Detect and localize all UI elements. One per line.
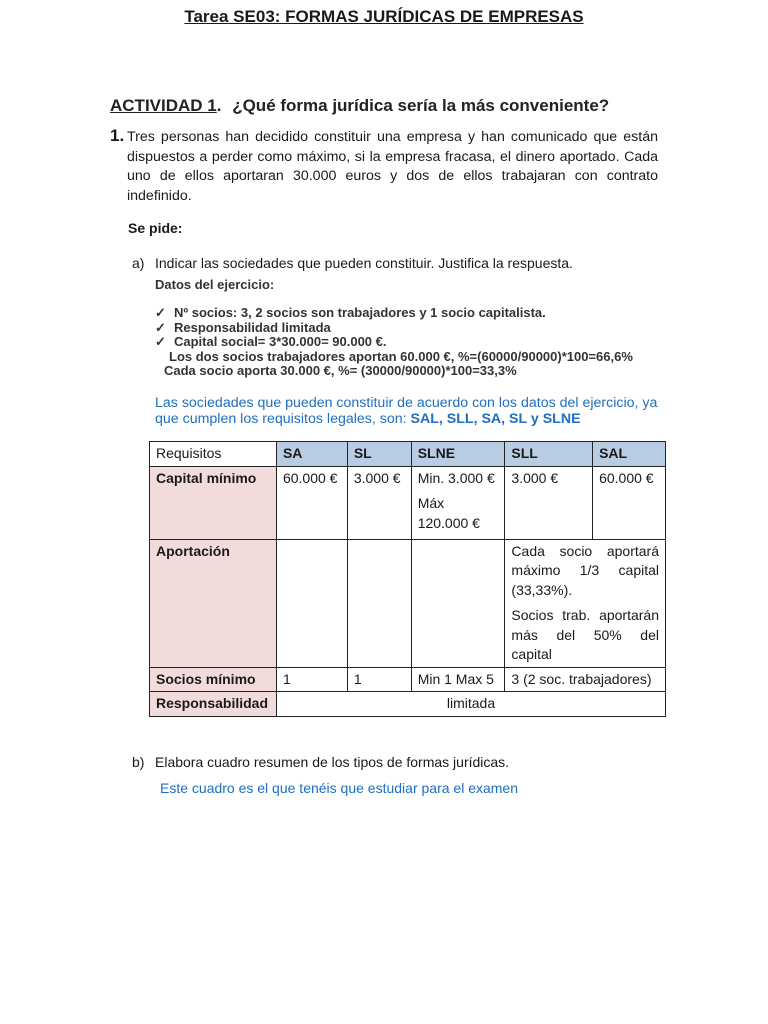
checkmark-icon: ✓ bbox=[155, 334, 166, 349]
activity-question: ¿Qué forma jurídica sería la más conveniente? bbox=[232, 96, 610, 115]
check-row bbox=[155, 306, 633, 321]
table-cell: limitada bbox=[276, 692, 665, 717]
table-cell: Min 1 Max 5 bbox=[411, 667, 505, 692]
cell-line: 120.000 € bbox=[417, 514, 480, 531]
aportacion-line: Socios trab. aportarán más del 50% del capital bbox=[511, 607, 659, 662]
item-b-text: Elabora cuadro resumen de los tipos de formas jurídicas. bbox=[155, 754, 510, 770]
row-header-aportacion: Aportación bbox=[150, 539, 277, 667]
cell-line: Máx bbox=[417, 495, 445, 511]
datos-extra-line: Los dos socios trabajadores aportan 60.000 €, %=(60000/90000)*100=66,6% bbox=[169, 348, 633, 364]
header-cell: SLL bbox=[505, 442, 593, 467]
item-a bbox=[132, 255, 573, 271]
requisitos-table bbox=[149, 441, 666, 717]
datos-extra-line: Cada socio aporta 30.000 €, %= (30000/90000)*100=33,3% bbox=[164, 363, 517, 378]
checkmark-icon: ✓ bbox=[155, 305, 166, 320]
checkmark-icon: ✓ bbox=[155, 319, 166, 335]
table-cell: 1 bbox=[276, 667, 347, 692]
check-text: Capital social= 3*30.000= 90.000 €. bbox=[174, 334, 387, 349]
table-cell bbox=[411, 539, 505, 667]
sociedades-text: Las sociedades que pueden constituir de acuerdo con los datos del ejercicio, ya que cumplen los requisitos legales, son: bbox=[155, 395, 658, 427]
datos-checklist bbox=[155, 306, 633, 379]
table-row bbox=[150, 466, 666, 539]
header-cell: SAL bbox=[593, 442, 666, 467]
aportacion-line: Cada socio aportará máximo 1/3 capital (33,33%). bbox=[511, 542, 659, 598]
row-header-responsabilidad: Responsabilidad bbox=[150, 692, 277, 717]
activity-dot: . bbox=[216, 96, 222, 115]
study-note: Este cuadro es el que tenéis que estudiar para el examen bbox=[160, 780, 519, 796]
table-row bbox=[150, 667, 666, 692]
item-a-text: Indicar las sociedades que pueden constituir. Justifica la respuesta. bbox=[155, 255, 573, 271]
check-row bbox=[155, 321, 633, 336]
sociedades-list: SAL, SLL, SA, SL y SLNE bbox=[410, 411, 581, 427]
document-title: Tarea SE03: FORMAS JURÍDICAS DE EMPRESAS bbox=[184, 7, 584, 26]
row-header-socios: Socios mínimo bbox=[150, 667, 277, 692]
table-cell bbox=[276, 539, 347, 667]
check-row bbox=[155, 335, 633, 350]
table-cell: 3.000 € bbox=[347, 466, 411, 539]
check-text: Responsabilidad limitada bbox=[174, 319, 331, 335]
table-cell bbox=[505, 539, 666, 667]
table-row bbox=[150, 539, 666, 667]
activity-label: ACTIVIDAD 1 bbox=[110, 96, 217, 115]
se-pide-label: Se pide: bbox=[128, 220, 183, 236]
table-cell: 60.000 € bbox=[593, 466, 666, 539]
header-cell: SLNE bbox=[411, 442, 505, 467]
exercise-number: 1. bbox=[110, 126, 125, 145]
table-cell: 1 bbox=[347, 667, 411, 692]
check-text: Nº socios: 3, 2 socios son trabajadores y 1 socio capitalista. bbox=[174, 305, 546, 320]
row-header-capital: Capital mínimo bbox=[150, 466, 277, 539]
item-a-marker: a) bbox=[132, 255, 145, 271]
cell-line: Min. 3.000 € bbox=[417, 469, 495, 486]
datos-heading: Datos del ejercicio: bbox=[155, 277, 275, 292]
table-cell: 3 (2 soc. trabajadores) bbox=[505, 667, 666, 692]
table-cell: 3.000 € bbox=[505, 466, 593, 539]
activity-heading bbox=[110, 96, 609, 116]
exercise-statement: Tres personas han decidido constituir una empresa y han comunicado que están dispuestos a perder como máximo, si la empresa fracasa, el dinero aportado. Cada uno de ellos aportaran 30.000 euros y dos de ellos trabajaran con contrato indefinido. bbox=[127, 129, 658, 204]
item-b-marker: b) bbox=[132, 754, 145, 770]
table-cell bbox=[347, 539, 411, 667]
item-b bbox=[132, 754, 510, 770]
header-cell: SA bbox=[276, 442, 347, 467]
table-header-row bbox=[150, 442, 666, 467]
table-cell: 60.000 € bbox=[276, 466, 347, 539]
table-cell bbox=[411, 466, 505, 539]
sociedades-answer bbox=[155, 395, 665, 427]
header-cell: Requisitos bbox=[150, 442, 277, 467]
header-cell: SL bbox=[347, 442, 411, 467]
table-row bbox=[150, 692, 666, 717]
